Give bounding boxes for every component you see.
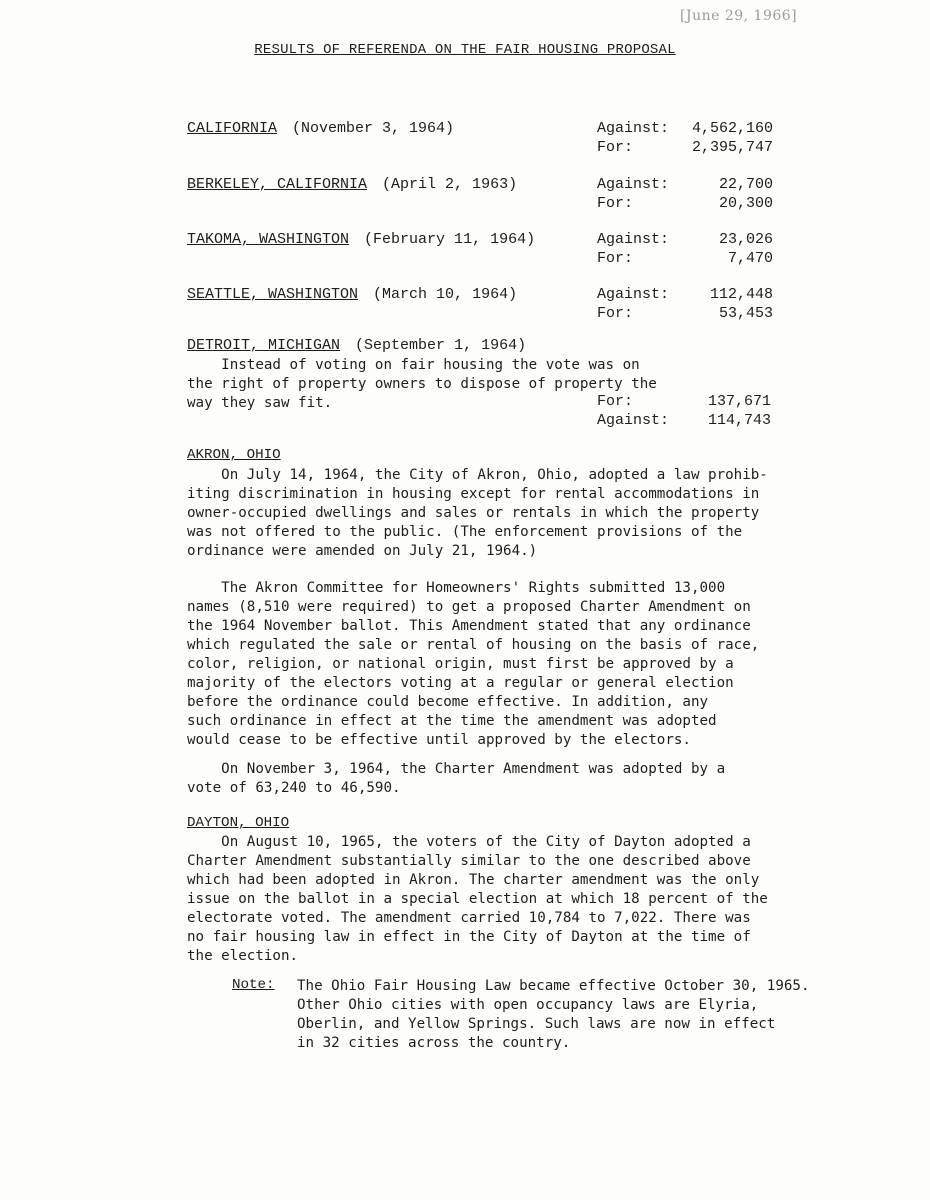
- vote-label: For:: [597, 393, 634, 410]
- akron-paragraph-3: On November 3, 1964, the Charter Amendment was adopted by a vote of 63,240 to 46,590.: [187, 761, 726, 796]
- vote-count: 23,026: [718, 231, 773, 248]
- vote-label: For:: [597, 305, 634, 322]
- note-label: Note:: [232, 977, 275, 993]
- vote-count: 137,671: [707, 393, 771, 410]
- detroit-line-3: way they saw fit.: [187, 395, 333, 411]
- vote-count: 7,470: [727, 250, 773, 267]
- referendum-place: [187, 231, 535, 249]
- place-name: BERKELEY, CALIFORNIA: [187, 176, 368, 193]
- dayton-paragraph: On August 10, 1965, the voters of the City of Dayton adopted a Charter Amendment substantially similar to the one described above which had been adopted in Akron. The charter amendment was the only issue on the ballot in a special election at which 18 percent of the electorate voted. The amendment carried 10,784 to 7,022. There was no fair housing law in effect in the City of Dayton at the time of the election.: [187, 834, 768, 964]
- vote-count: 2,395,747: [691, 139, 773, 156]
- place-name: TAKOMA, WASHINGTON: [187, 231, 350, 248]
- detroit-line-2: the right of property owners to dispose of property the: [187, 376, 657, 392]
- vote-label: For:: [597, 195, 634, 212]
- referendum-date: (September 1, 1964): [355, 337, 527, 354]
- referendum-row-takoma: [187, 231, 787, 271]
- vote-count: 53,453: [718, 305, 773, 322]
- vote-label: Against:: [597, 412, 670, 429]
- referendum-date: (April 2, 1963): [382, 176, 518, 193]
- akron-paragraph-2: The Akron Committee for Homeowners' Rights submitted 13,000 names (8,510 were required) to get a proposed Charter Amendment on the 1964 November ballot. This Amendment stated that any ordinance which regulated the sale or rental of housing on the basis of race, color, religion, or national origin, must first be approved by a majority of the electors voting at a regular or general election before the ordinance could become effective. In addition, any such ordinance in effect at the time the amendment was adopted would cease to be effective until approved by the electors.: [187, 580, 760, 748]
- handwritten-date-note: [June 29, 1966]: [680, 8, 798, 24]
- referendum-row-california: [187, 120, 787, 160]
- referendum-date: (March 10, 1964): [373, 286, 518, 303]
- vote-count: 112,448: [709, 286, 773, 303]
- place-name: DETROIT, MICHIGAN: [187, 337, 341, 354]
- referendum-place: [187, 286, 517, 304]
- vote-label: Against:: [597, 286, 670, 303]
- vote-label: Against:: [597, 231, 670, 248]
- referendum-date: (November 3, 1964): [292, 120, 455, 137]
- vote-count: 20,300: [718, 195, 773, 212]
- referendum-row-berkeley: [187, 176, 787, 216]
- vote-label: For:: [597, 139, 634, 156]
- vote-label: Against:: [597, 176, 670, 193]
- akron-paragraph-1: On July 14, 1964, the City of Akron, Ohio, adopted a law prohib- iting discrimination in housing except for rental accommodations in owner-occupied dwellings and sales or rentals in which the property was not offered to the public. (The enforcement provisions of the ordinance were amended on July 21, 1964.): [187, 467, 768, 559]
- detroit-line-1: Instead of voting on fair housing the vote was on: [187, 357, 640, 373]
- referendum-row-seattle: [187, 286, 787, 326]
- referendum-place: [187, 120, 454, 138]
- detroit-heading: [187, 337, 526, 355]
- referendum-date: (February 11, 1964): [364, 231, 536, 248]
- place-name: CALIFORNIA: [187, 120, 278, 137]
- place-name: SEATTLE, WASHINGTON: [187, 286, 359, 303]
- document-title: RESULTS OF REFERENDA ON THE FAIR HOUSING PROPOSAL: [254, 42, 676, 58]
- vote-label: For:: [597, 250, 634, 267]
- referendum-place: [187, 176, 517, 194]
- note-text: The Ohio Fair Housing Law became effective October 30, 1965. Other Ohio cities with open occupancy laws are Elyria, Oberlin, and Yellow Springs. Such laws are now in effect in 32 cities across the country.: [297, 978, 810, 1051]
- vote-label: Against:: [597, 120, 670, 137]
- vote-count: 4,562,160: [691, 120, 773, 137]
- dayton-heading: DAYTON, OHIO: [187, 815, 290, 831]
- vote-count: 22,700: [718, 176, 773, 193]
- vote-count: 114,743: [707, 412, 771, 429]
- akron-heading: AKRON, OHIO: [187, 447, 281, 463]
